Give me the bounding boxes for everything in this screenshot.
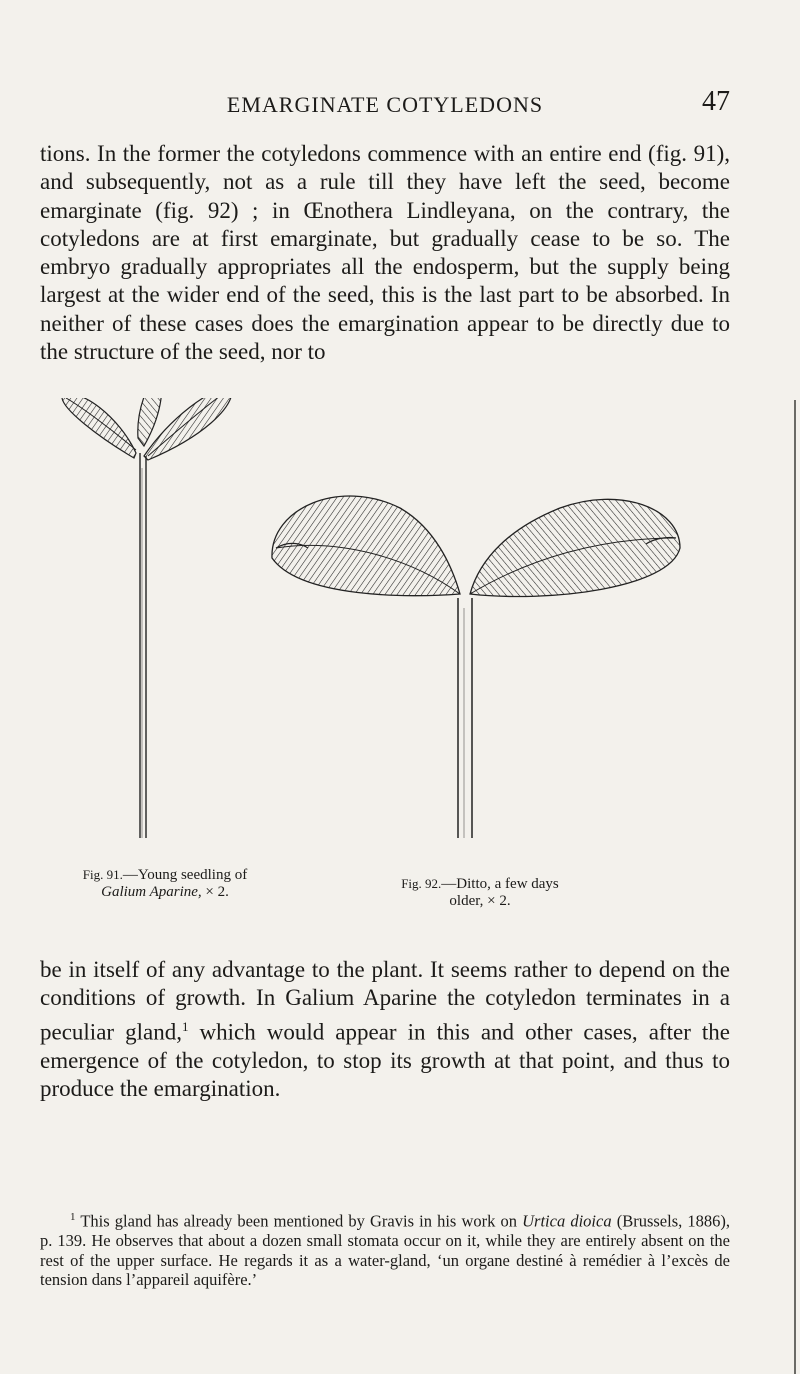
fig91-caption: [40, 866, 290, 901]
fig92-seedling-drawing: [272, 496, 680, 838]
footnote-italic-species: Urtica dioica: [522, 1211, 612, 1231]
fig92-caption: [315, 875, 645, 910]
footnote-mark: 1: [70, 1211, 76, 1223]
fig92-caption-text: —Ditto, a few days: [441, 876, 559, 892]
footnote-text-a: This gland has already been mentioned by Gravis in his work on: [75, 1211, 523, 1231]
fig92-label: Fig. 92.: [401, 876, 442, 891]
page-header: [40, 86, 730, 124]
seedling-illustration: [40, 398, 740, 838]
paragraph-bottom: [40, 956, 730, 1103]
paragraph-bottom-text-a: be in itself of any advantage to the plant. It seems rather to depend on the conditions of growth. In Galium Aparine the cotyledon terminates in a peculiar gland,: [40, 957, 730, 1045]
running-head: EMARGINATE COTYLEDONS: [226, 92, 544, 117]
figure-illustrations: [40, 398, 740, 838]
fig92-caption-line2: older, × 2.: [449, 893, 511, 909]
fig91-caption-scale: × 2.: [201, 884, 229, 900]
page-edge-shadow: [794, 400, 796, 1374]
fig91-label: Fig. 91.: [82, 867, 123, 882]
page-number: 47: [702, 86, 730, 117]
footnote-reference: 1: [181, 1018, 189, 1034]
paragraph-bottom-text-b: which would appear in this and other cases, after the emergence of the cotyledon, to stop its growth at that point, and thus to produce the emargination.: [40, 1019, 730, 1101]
fig91-caption-species: Galium Aparine,: [101, 884, 202, 900]
footnote-text-b: (Brussels, 1886), p. 139. He observes that about a dozen small stomata occur on it, while they are entirely absent on the rest of the upper surface. He regards it as a water-gland, ‘un organe destiné à remédier à l’excès de tension dans l’appareil aquifère.’: [40, 1211, 730, 1290]
fig91-caption-text: —Young seedling of: [122, 867, 248, 883]
fig91-seedling-drawing: [62, 398, 232, 838]
paragraph-top: tions. In the former the cotyledons commence with an entire end (fig. 91), and subsequently, not as a rule till they have left the seed, become emarginate (fig. 92) ; in Œnothera Lindleyana, on the contrary, the cotyledons are at first emarginate, but gradually cease to be so. The embryo gradually appropriates all the endosperm, but the supply being largest at the wider end of the seed, this is the last part to be absorbed. In neither of these cases does the emargination appear to be directly due to the structure of the seed, nor to: [40, 141, 730, 365]
footnote: [40, 1208, 730, 1290]
